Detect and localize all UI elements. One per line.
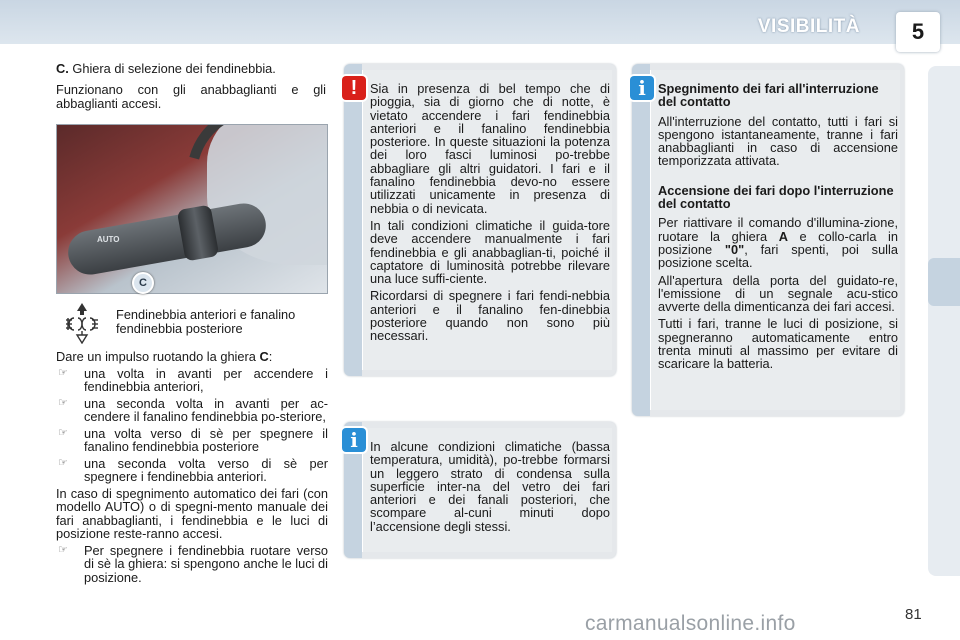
intro-paragraph-2: Funzionano con gli anabbaglianti e gli abbaglianti accesi. — [56, 81, 326, 111]
warning-text — [370, 82, 610, 347]
fog-light-icon — [64, 302, 100, 344]
ring-key-a: A — [778, 228, 788, 244]
warning-icon: ! — [342, 76, 366, 100]
warning-paragraph: In tali condizioni climatiche il guida-tore deve accendere manualmente i fari fendinebbia e gli anabbaglian-ti, poiché il captatore di luminosità potrebbe rilevare una luce suffi-ciente. — [370, 217, 610, 287]
pointing-hand-icon: ☞ — [58, 456, 68, 469]
list-item-text: Per spegnere i fendinebbia ruotare verso di sè la ghiera: si spengono anche le luci di posizione. — [84, 542, 329, 585]
intro-paragraph — [56, 62, 326, 77]
section-heading: Accensione dei fari dopo l'interruzione del contatto — [658, 182, 894, 212]
info-icon: i — [342, 428, 366, 452]
para2-before: Per riattivare il comando d'illumina-zione, ruotare la ghiera — [658, 215, 898, 244]
list-item — [56, 367, 328, 394]
box-accent-strip — [344, 64, 362, 376]
para2-after: , fari spenti, poi sulla posizione scelta. — [658, 241, 898, 271]
info-paragraph — [658, 216, 898, 269]
callout-c-marker: C — [132, 272, 154, 294]
list-item — [56, 397, 328, 424]
watermark: carmanualsonline.info — [585, 612, 796, 635]
section-heading: Spegnimento dei fari all'interruzione del contatto — [658, 81, 879, 110]
pointing-hand-icon: ☞ — [58, 543, 68, 556]
intro-text: Ghiera di selezione dei fendinebbia. — [72, 61, 276, 76]
list-item — [56, 427, 328, 454]
lighting-stalk-photo — [56, 124, 328, 294]
para2-mid: e collo-carla in posizione — [658, 228, 898, 257]
warning-paragraph: Sia in presenza di bel tempo che di pioggia, sia di giorno che di notte, è vietato accendere i fari fendinebbia anteriori e il fanalino fendinebbia posteriore. In queste situazioni la potenza dei loro fasci luminosi po-trebbe abbagliare gli altri guidatori. I fari e il fanalino fendinebbia devo-no essere utilizzati unicamente in presenza di nebbia o di nevicata. — [370, 81, 610, 216]
chapter-side-tabs — [928, 66, 960, 576]
info-paragraph: In alcune condizioni climatiche (bassa temperatura, umidità), po-trebbe formarsi un leggero strato di condensa sulla superficie inter-na del vetro dei fari anteriori e dei fanali posteriori, che scompare al-cuni minuti dopo l’accensione degli stessi. — [370, 439, 610, 534]
instruction-line — [56, 350, 328, 364]
page-number: 81 — [905, 606, 922, 623]
list-item-text: una seconda volta in avanti per ac-cendere il fanalino fendinebbia po-steriore, — [84, 395, 328, 424]
pointing-hand-icon: ☞ — [58, 396, 68, 409]
fog-light-caption: Fendinebbia anteriori e fanalino fendinebbia posteriore — [116, 307, 296, 336]
list-item-text: una volta in avanti per accendere i fendinebbia anteriori, — [84, 365, 328, 394]
info-paragraph: Tutti i fari, tranne le luci di posizione, si spegneranno automaticamente entro trenta minuti al massimo per evitare di scaricare la batteria. — [658, 316, 898, 372]
box-accent-strip — [632, 64, 650, 416]
info-paragraph: All'interruzione del contatto, tutti i fari si spengono istantaneamente, tranne i fari anabbaglianti in caso di accensione temporizzata attivata. — [658, 113, 898, 169]
stalk-auto-label: AUTO — [97, 235, 120, 244]
position-zero: "0" — [724, 241, 745, 257]
instruction-suffix: : — [268, 349, 273, 364]
pointing-hand-icon: ☞ — [58, 366, 68, 379]
column-1-intro — [56, 62, 326, 118]
list-item-text: una seconda volta verso di sè per spegnere i fendinebbia anteriori. — [84, 455, 328, 484]
instruction-key: C — [259, 349, 269, 364]
list-item-text: una volta verso di sè per spegnere il fanalino fendinebbia posteriore — [84, 425, 328, 454]
info-text-lights-off — [658, 82, 898, 375]
lighting-stalk-shape — [65, 200, 270, 278]
info-text-condensation — [370, 440, 610, 537]
auto-off-paragraph: In caso di spegnimento automatico dei fari (con modello AUTO) o di spegni-mento manuale dei fari anabbaglianti, i fendinebbia e le luci di posizione reste-ranno accesi. — [56, 485, 328, 541]
column-1-instructions — [56, 350, 328, 587]
instruction-prefix: Dare un impulso ruotando la ghiera — [56, 349, 256, 364]
page-title: VISIBILITÀ — [757, 16, 860, 37]
info-paragraph: All'apertura della porta del guidato-re, l'emissione di un segnale acu-stico avverte della dimenticanza dei fari accesi. — [658, 272, 898, 315]
info-icon: i — [630, 76, 654, 100]
list-item — [56, 544, 328, 585]
chapter-number-tab[interactable]: 5 — [896, 12, 940, 52]
pointing-hand-icon: ☞ — [58, 426, 68, 439]
list-item — [56, 457, 328, 484]
warning-paragraph: Ricordarsi di spegnere i fari fendi-nebbia anteriori e il fanalino fen-dinebbia posteriore quando non sono più necessari. — [370, 288, 610, 344]
intro-label: C. — [56, 61, 69, 76]
chapter-side-tab-active[interactable] — [928, 258, 960, 306]
